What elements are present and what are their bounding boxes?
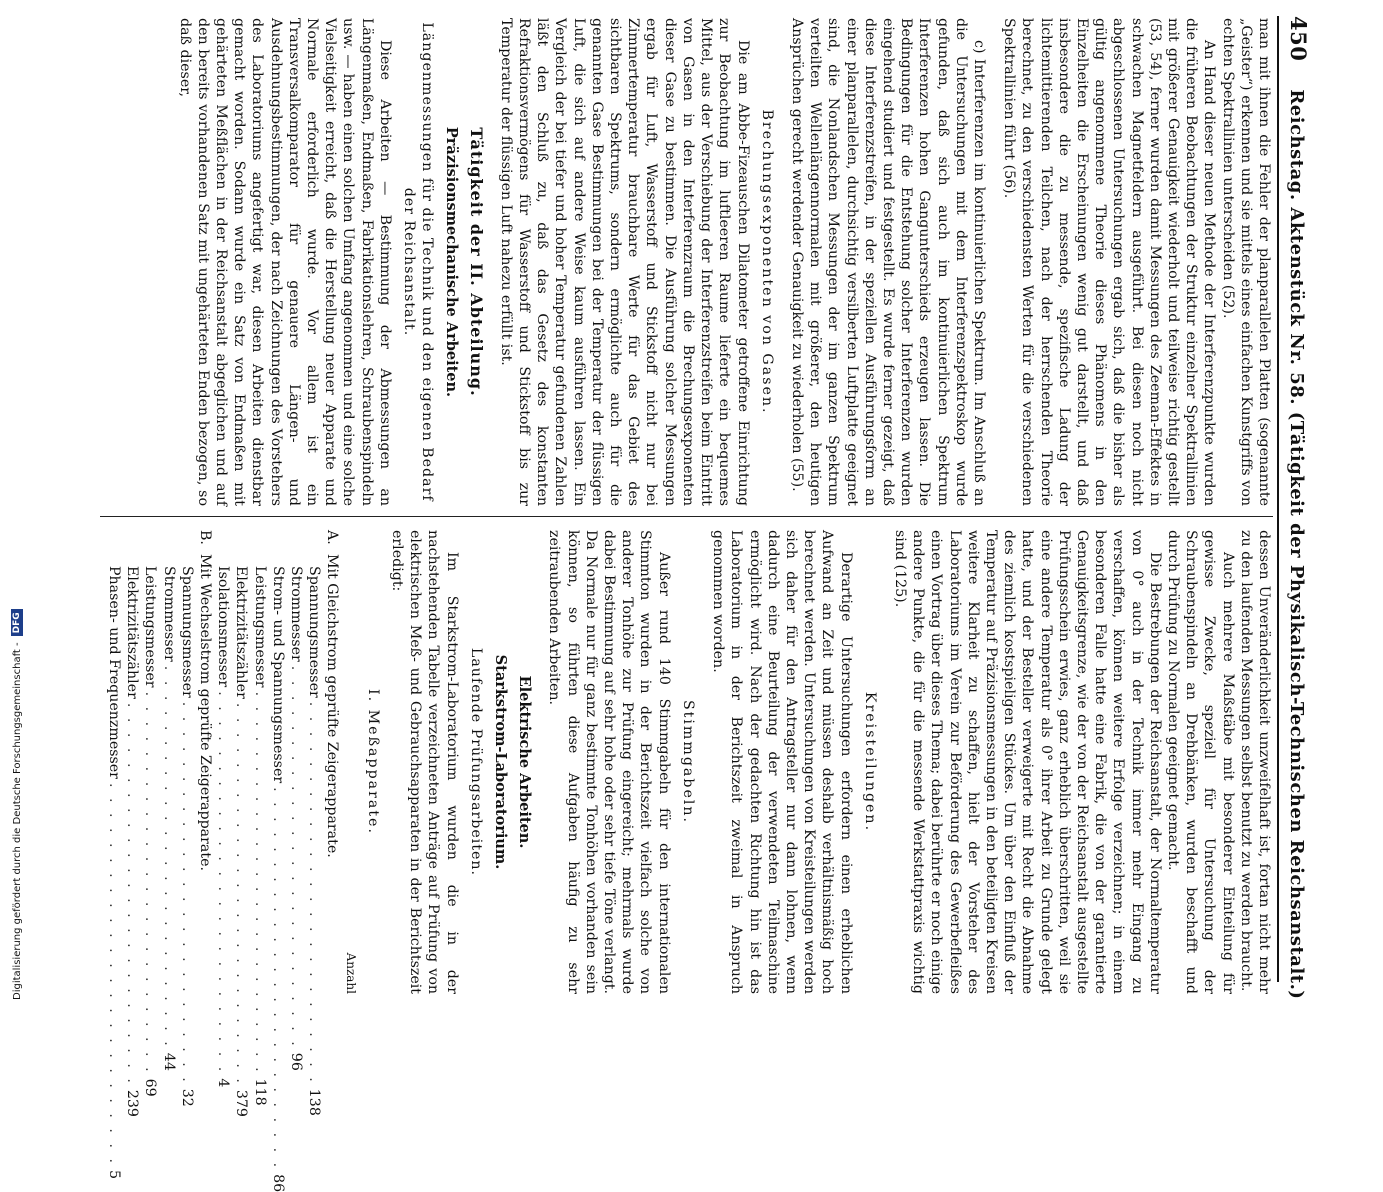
paragraph: Die am Abbe-Fizeauschen Dilatometer getroffene Einrichtung zur Beobachtung im luftleeren Raume lieferte ein bequemes Mittel, aus der Verschiebung der Interferenzstreifen beim Eintritt von Gasen in den Interferenzraum die Brechungsexponenten dieser Gase zu bestimmen. Die Ausführung solcher Messungen ergab für Luft, Wasserstoff und Stickstoff nicht nur bei Zimmertemperatur brauchbare Werte für das Gebiet des sichtbaren Spektrums, sondern ermöglichte auch für die genannten Gase Bestimmungen bei der Temperatur der flüssigen Luft, die sich auf andere Weise kaum ausführen lassen. Ein Vergleich der bei tiefer und hoher Temperatur gefundenen Zahlen läßt den Schluß zu, daß das Gesetz des konstanten Refraktionsvermögens für Wasserstoff und Stickstoff bis zur Temperatur der flüssigen Luft nahezu erfüllt ist. — [497, 18, 751, 506]
instrument-count: 5 — [106, 1169, 123, 1179]
instrument-count: 44 — [160, 1052, 177, 1071]
dfg-logo: DFG — [11, 609, 23, 636]
spacer — [988, 18, 1000, 506]
instrument-count: 4 — [215, 1078, 232, 1088]
section-heading: Brechungsexponenten von Gasen. — [758, 109, 775, 415]
instrument-label: Elektrizitätszähler — [124, 566, 141, 699]
table-row — [105, 530, 123, 1179]
section-title: Mit Wechselstrom geprüfte Zeigerapparate. — [197, 554, 214, 871]
paragraph: Die Bestrebungen der Reichsanstalt, der Normaltemperatur von 0° auch in der Technik immer mehr Eingang zu verschaffen, können weitere Erfolge verzeichnen; in einem besonderen Falle hatte eine Fabrik, die von der garantierte Genauigkeitsgrenze, wie der von der Reichsanstalt ausgestellte Prüfungsschein erwies, ganz erheblich überschritten, weil sie eine andere Temperatur als 0° ihrer Arbeit zu Grunde gelegt hatte, und der Besteller verweigerte mit Recht die Abnahme des ziemlich kostspieligen Stückes. Um über den Einfluß der Temperatur auf Präzisionsmessungen in den beteiligten Kreisen weitere Klarheit zu schaffen, hielt der Vorsteher des Laboratoriums im Verein zur Beförderung des Gewerbefleißes einen Vortrag über dieses Thema; dabei berührte er noch einige andere Punkte, die für die messende Werkstattpraxis wichtig sind (125). — [891, 530, 1163, 994]
count-header: Anzahl — [343, 952, 358, 994]
paragraph: An Hand dieser neuen Methode der Interferenzpunkte wurden die früheren Beobachtungen der Struktur einzelner Spektrallinien mit größerer Genauigkeit wiederholt und teilweise richtig gestellt (53, 54), ferner wurden damit Messungen des Zeeman-Effektes in schwachen Magnetfeldern ausgeführt. Bei diesen noch nicht abgeschlossenen Untersuchungen ergab sich, daß die bisher als gültig angenommene Theorie dieses Phänomens in den Einzelheiten die Erscheinungen wenig gut darstellt, und daß insbesondere die zu messende, spezifische Ladung der lichtemittierenden Teilchen, nach der herrschenden Theorie berechnet, zu den verschiedensten Werten für die verschiedenen Spektrallinien führt (56). — [1001, 18, 1218, 506]
spacer — [461, 530, 467, 994]
table-row — [287, 530, 305, 1071]
section-heading: Kreisteilungen. — [861, 691, 878, 833]
spacer — [533, 530, 545, 994]
leader-dots: . . . . . . . . . . . . . . . . . . . . . . . . . . — [269, 787, 286, 1171]
instrument-count: 96 — [288, 1052, 305, 1071]
bold-heading: Elektrische Arbeiten. — [516, 675, 534, 849]
credit-text: Digitalisierung gefördert durch die Deutsche Forschungsgemeinschaft - — [11, 642, 23, 1000]
section-heading: I. Meßapparate. — [364, 689, 381, 835]
paragraph: Diese Arbeiten — Bestimmung der Abmessungen an Längenmaßen, Endmaßen, Fabrikationslehren, Schraubenspindeln usw. — haben einen solchen Umfang angenommen und eine solche Vielseitigkeit erreicht, daß die Herstellung neuer Apparate und Normale erforderlich wurde. Vor allem ist ein Transversalkomparator für genauere Längen- und Ausdehnungsbestimmungen, der nach Zeichnungen des Vorstehers des Laboratoriums angefertigt war, diesen Arbeiten dienstbar gemacht worden. Sodann wurde ein Satz von Endmaßen mit gehärteten Meßflächen in der Reichsanstalt abgeglichen und auf den bereits vorhandenen Satz mit ungehärteten Enden bezogen, so daß dieser, — [176, 18, 393, 506]
section-heading: Stimmgabeln. — [679, 699, 696, 825]
measurement-table — [105, 530, 360, 1192]
paragraph: Auch mehrere Maßstäbe mit besonderer Einteilung für gewisse Zwecke, speziell für Untersuchung der Schraubenspindeln an Drehbänken, wurden beschafft und durch Prüfung zu Normalen geeignet gemacht. — [1164, 530, 1236, 994]
bold-heading: Starkstrom-Laboratorium. — [492, 654, 510, 870]
leader-dots: . . . . . . . . . . . . . . . . . . . . . . . . . . — [160, 665, 177, 1049]
instrument-count: 138 — [306, 1088, 323, 1116]
leader-dots: . . . . . . . . . . . . . . . . . . . . . . . . . . — [178, 701, 195, 1085]
leader-dots: . . . . . . . . . . . . . . . . . . . . . . . . . . — [251, 691, 268, 1075]
table-row — [159, 530, 177, 1071]
table-row — [269, 530, 287, 1192]
instrument-label: Isolationsmesser — [215, 566, 232, 688]
page-title: Reichstag. Aktenstück Nr. 58. (Tätigkeit der Physikalisch-Technischen Reichsanstalt.) — [1286, 89, 1307, 1000]
instrument-label: Phasen- und Frequenzmesser — [106, 566, 123, 779]
paragraph: Derartige Untersuchungen erfordern einen erheblichen Aufwand an Zeit und müssen deshalb verhältnismäßig hoch berechnet werden. Untersuchungen von Kreisteilungen werden sich daher für den Antragsteller nur dann lohnen, wenn dadurch eine Beurteilung der verwendeten Teilmaschine ermöglicht wird. Nach der gedachten Richtung hin ist das Laboratorium in der Berichtszeit zweimal in Anspruch genommen worden. — [710, 530, 854, 994]
table-row — [305, 530, 323, 1116]
instrument-count: 379 — [233, 1089, 250, 1117]
spacer — [776, 18, 788, 506]
instrument-label: Leistungsmesser — [251, 566, 268, 688]
table-section-title — [196, 530, 214, 994]
instrument-label: Strom- und Spannungsmesser — [269, 566, 286, 784]
instrument-label: Strommesser — [288, 566, 305, 662]
leader-dots: . . . . . . . . . . . . . . . . . . . . . . . . . . — [215, 691, 232, 1075]
instrument-label: Strommesser — [160, 566, 177, 662]
table-row — [232, 530, 250, 1117]
paragraph: dessen Unveränderlichkeit unzweifelhaft ist, fortan nicht mehr zu den laufenden Messungen selbst benutzt zu werden braucht. — [1237, 530, 1272, 994]
paragraph: man mit ihnen die Fehler der planparallelen Platten (sogenannte „Geister“) erkennen und sie mittels eines einfachen Kunstgriffs von echten Spektrallinien unterscheiden (52). — [1219, 18, 1272, 506]
table-section-title — [323, 530, 341, 994]
table-row — [178, 530, 196, 1107]
right-column-text — [364, 530, 1273, 994]
table-row — [250, 530, 268, 1106]
section-title: Mit Gleichstrom geprüfte Zeigerapparate. — [324, 554, 341, 858]
paragraph: c) Interferenzen im kontinuierlichen Spektrum. Im Anschluß an die Untersuchungen mit dem Interferenzspektroskop wurde gefunden, daß sich auch im kontinuierlichen Spektrum Interferenzen hohen Gangunterschieds erzeugen lassen. Die Bedingungen für die Entstehung solcher Interferenzen wurden eingehend studiert und festgestellt. Es wurde ferner gezeigt, daß diese Interferenzstreifen, in der speziellen Ausführungsform an einer planparallelen, durchsichtig versilberten Luftplatte geeignet sind, die Nonlandschen Messungen der im ganzen Spektrum verteilten Wellenlängennormalen mit größerer, den heutigen Ansprüchen gerecht werdender Genauigkeit zu wiederholen (55). — [788, 18, 987, 506]
leader-dots: . . . . . . . . . . . . . . . . . . . . . . . . . . — [233, 702, 250, 1086]
spacer — [879, 530, 891, 994]
digitization-credit — [6, 0, 28, 1000]
paragraph: Im Starkstrom-Laboratorium wurden die in der nachstehenden Tabelle verzeichneten Anträge auf Prüfung von elektrischen Meß- und Gebrauchsapparaten in der Berichtszeit erledigt: — [389, 530, 460, 994]
bold-heading: Präzisionsmechanische Arbeiten. — [443, 126, 461, 398]
page-number: 450 — [1286, 16, 1311, 62]
leader-dots: . . . . . . . . . . . . . . . . . . . . . . . . . . — [124, 702, 141, 1086]
header-rule — [1277, 16, 1279, 982]
subheading: Längenmessungen für die Technik und den eigenen Bedarf der Reichsanstalt. — [401, 22, 436, 502]
instrument-label: Spannungsmesser — [178, 566, 195, 698]
table-row — [141, 530, 159, 1097]
page-header — [1279, 16, 1311, 1000]
spacer — [673, 530, 679, 994]
leader-dots: . . . . . . . . . . . . . . . . . . . . . . . . . . — [106, 782, 123, 1166]
spacer — [382, 530, 388, 994]
section-letter: B. — [197, 530, 214, 545]
section-letter: A. — [324, 530, 341, 545]
instrument-label: Spannungsmesser — [306, 566, 323, 698]
spacer — [485, 530, 491, 994]
spacer — [752, 18, 758, 506]
subheading: Laufende Prüfungsarbeiten. — [467, 647, 484, 877]
left-column — [175, 18, 1273, 506]
leader-dots: . . . . . . . . . . . . . . . . . . . . . . . . . . — [288, 665, 305, 1049]
instrument-count: 239 — [124, 1089, 141, 1117]
spacer — [697, 530, 709, 994]
column-divider — [100, 516, 1273, 517]
instrument-count: 69 — [142, 1078, 159, 1097]
instrument-count: 118 — [251, 1078, 268, 1106]
right-column — [105, 530, 1273, 1192]
leader-dots: . . . . . . . . . . . . . . . . . . . . . . . . . . — [306, 701, 323, 1085]
instrument-count: 86 — [269, 1174, 286, 1192]
spacer — [855, 530, 861, 994]
table-row — [214, 530, 232, 1088]
instrument-label: Elektrizitätszähler — [233, 566, 250, 699]
paragraph: Außer rund 140 Stimmgabeln für den internationalen Stimmton wurden in der Berichtszeit vielfach solche von anderer Tonhöhe zur Prüfung eingereicht; mehrmals wurde dabei Bestimmung auf sehr hohe oder sehr tiefe Töne verlangt. Da Normale nur für ganz bestimmte Tonhöhen vorhanden sein können, so führten diese Aufgaben häufig zu sehr zeitraubenden Arbeiten. — [546, 530, 672, 994]
instrument-count: 32 — [178, 1088, 195, 1107]
instrument-label: Leistungsmesser — [142, 566, 159, 688]
table-row — [123, 530, 141, 1117]
department-heading: Tätigkeit der II. Abteilung. — [466, 127, 486, 397]
spacer — [485, 18, 497, 506]
leader-dots: . . . . . . . . . . . . . . . . . . . . . . . . . . — [142, 691, 159, 1075]
